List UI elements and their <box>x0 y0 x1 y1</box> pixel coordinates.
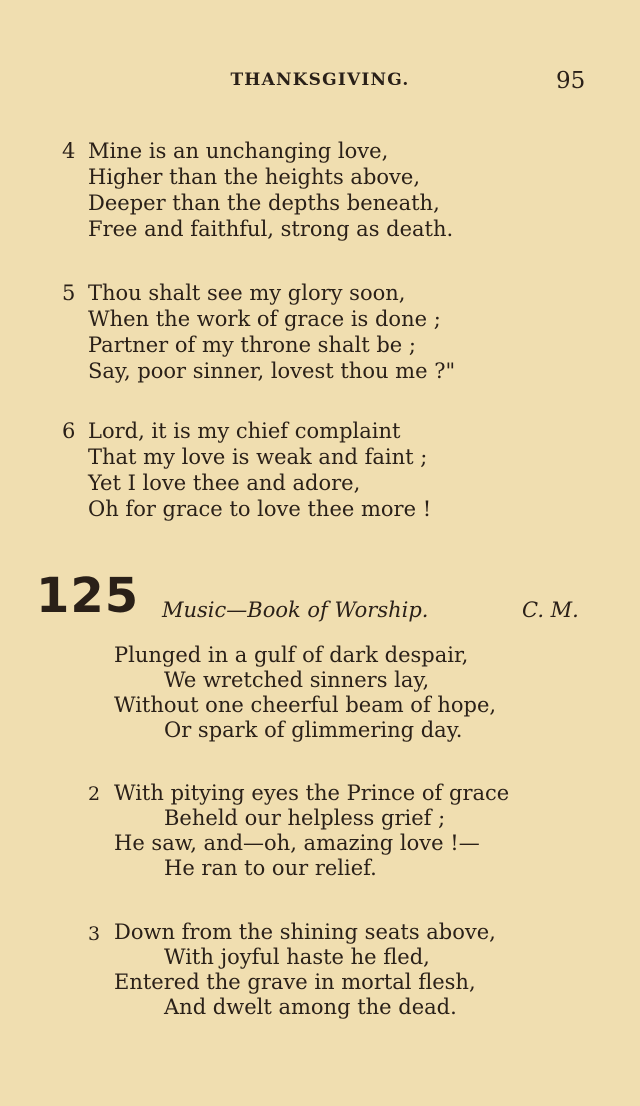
verse-line: Higher than the heights above, <box>88 165 420 189</box>
verse-line: Thou shalt see my glory soon, <box>88 281 406 305</box>
stanza-number: 2 <box>88 783 101 805</box>
verse-line: Partner of my throne shalt be ; <box>88 333 416 357</box>
verse-line: Beheld our helpless grief ; <box>164 806 446 830</box>
verse-line: And dwelt among the dead. <box>164 995 457 1019</box>
hymn-meter: C. M. <box>522 598 579 622</box>
stanza-number: 5 <box>62 281 76 305</box>
stanza-number: 3 <box>88 923 101 945</box>
verse-line: Or spark of glimmering day. <box>164 718 463 742</box>
verse-line: Yet I love thee and adore, <box>88 471 361 495</box>
verse-line: Entered the grave in mortal flesh, <box>114 970 476 994</box>
verse-line: He saw, and—oh, amazing love !— <box>114 831 480 855</box>
verse-line: Without one cheerful beam of hope, <box>114 693 497 717</box>
verse-line: Deeper than the depths beneath, <box>88 191 440 215</box>
hymn-number: 125 <box>36 568 140 624</box>
verse-line: When the work of grace is done ; <box>88 307 441 331</box>
verse-line: Mine is an unchanging love, <box>88 139 389 163</box>
verse-line: That my love is weak and faint ; <box>88 445 428 469</box>
stanza-number: 4 <box>62 139 76 163</box>
verse-line: Oh for grace to love thee more ! <box>88 497 432 521</box>
verse-line: He ran to our relief. <box>164 856 377 880</box>
verse-line: Down from the shining seats above, <box>114 920 496 944</box>
verse-line: Free and faithful, strong as death. <box>88 217 454 241</box>
verse-line: With joyful haste he fled, <box>164 945 430 969</box>
page-number: 95 <box>556 68 586 94</box>
verse-line: We wretched sinners lay, <box>164 668 430 692</box>
verse-line: Lord, it is my chief complaint <box>88 419 401 443</box>
hymn-tune: Music—Book of Worship. <box>162 598 429 622</box>
running-header: THANKSGIVING. <box>230 70 410 90</box>
stanza-number: 6 <box>62 419 76 443</box>
verse-line: With pitying eyes the Prince of grace <box>114 781 510 805</box>
verse-line: Plunged in a gulf of dark despair, <box>114 643 469 667</box>
verse-line: Say, poor sinner, lovest thou me ?" <box>88 359 456 383</box>
